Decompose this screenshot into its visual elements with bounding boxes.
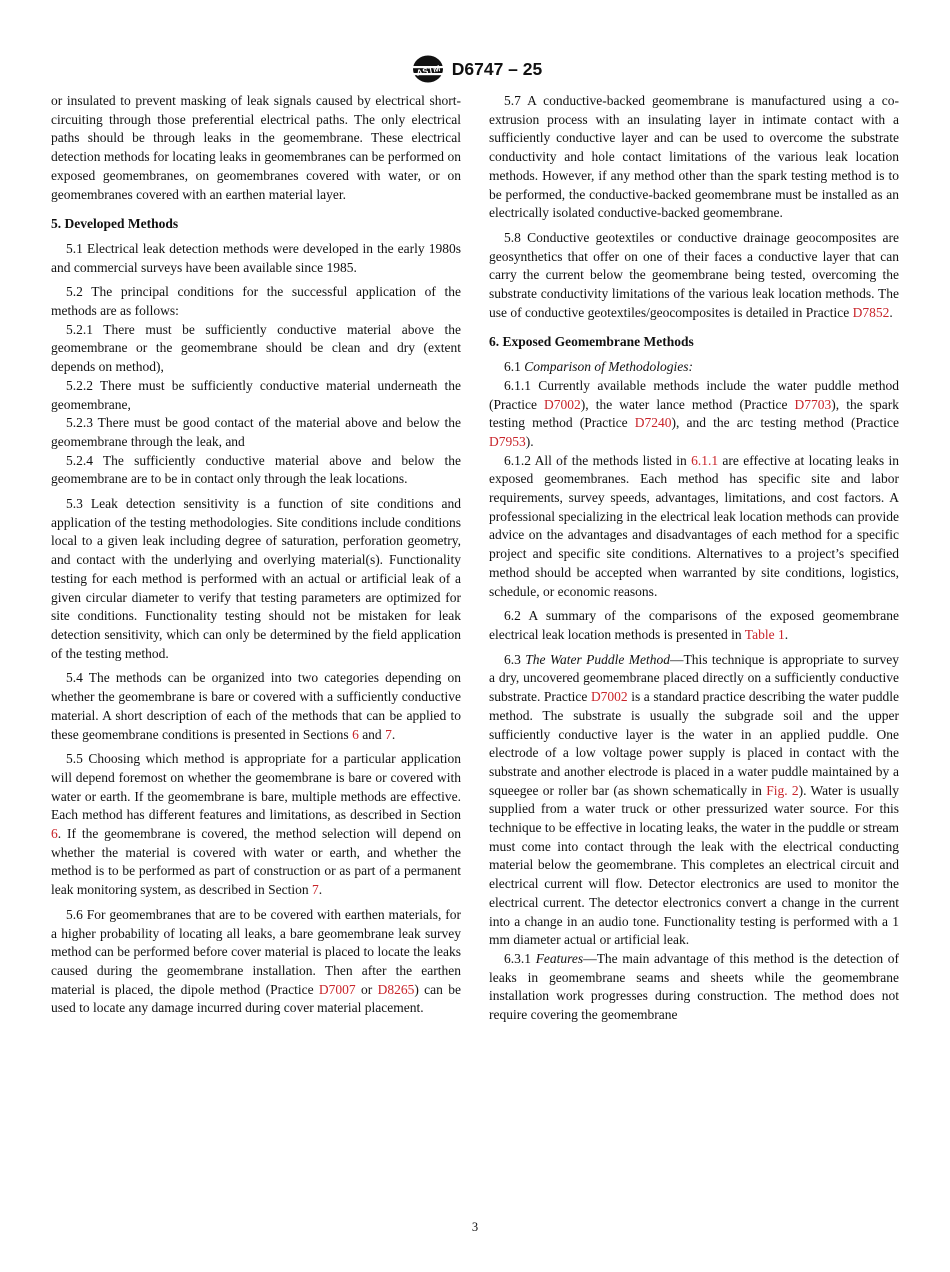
astm-logo-text: ASTM [415,63,441,78]
left-column [51,92,461,1018]
para-5-2-2: 5.2.2 There must be sufficiently conductive material underneath the geomembrane, [51,377,461,412]
para-6-1-2-text: 6.1.2 All of the methods listed in [504,452,692,468]
para-5-2-3: 5.2.3 There must be good contact of the material above and below the geomembrane through the leak, and [51,415,461,449]
para-6-3-text: —This technique is appropriate to survey a dry, uncovered geomembrane placed directly on a sufficiently conductive substrate. Practice [489,651,900,705]
para-6-3-1 [489,950,899,1025]
para-6-3-text-3: ). Water is usually supplied from a water truck or other pressurized water source. For this technique to be effective in locating leaks, the water in the puddle or stream must come into contact through the leak with the electrical conducting material below the geomembrane. This completes an electrical circuit and electrical current will flow. Detector electronics are used to monitor the electrical current. The detector electronics convert a change in the current into a change in an audio tone. Functionality testing is performed with a 1 mm diameter actual or artificial leak. [489,782,899,948]
table-1-link[interactable]: Table 1 [744,626,785,642]
section-7-link[interactable]: 7 [311,882,319,898]
para-6-1-1-text-3: ), the spark testing method (Practice [489,396,900,431]
para-5-2-1: 5.2.1 There must be sufficiently conductive material above the geomembrane or the geomembrane should be clean and dry (extent depends on method), [51,321,461,375]
para-6-3-number: 6.3 [504,651,526,667]
fig-2-link[interactable]: Fig. 2 [766,782,799,798]
section-5-title: 5. Developed Methods [51,216,179,232]
d7002-link[interactable]: D7002 [544,396,581,412]
section-6-link[interactable]: 6 [352,726,359,742]
para-6-1-number: 6.1 [504,359,525,375]
para-5-4 [51,669,461,744]
para-6-2 [489,607,899,644]
d7240-link[interactable]: D7240 [634,415,672,431]
para-6-1-2-text-2: are effective at locating leaks in exposed geomembranes. Each method has specific site and labor requirements, survey speeds, advantages, limitations, and cost factors. A professional specializing in the electrical leak location methods can provide advice on the advantages and disadvantages of each method for a specific project and specific site conditions. Alternatives to a project’s specified method should be accepted when warranted by site conditions, logistics, schedule, or economic reasons. [489,452,899,599]
para-5-1: 5.1 Electrical leak detection methods were developed in the early 1980s and commercial surveys have been available since 1985. [51,240,461,275]
para-6-1-1-text-5: ). [525,433,534,449]
para-5-8 [489,229,899,323]
astm-logo-icon [408,52,448,86]
d7953-link[interactable]: D7953 [489,433,526,449]
para-6-1-heading: Comparison of Methodologies: [524,359,693,375]
d7002-link[interactable]: D7002 [590,689,628,705]
page-number: 3 [471,1220,479,1234]
d7007-link[interactable]: D7007 [318,981,356,997]
para-5-2: 5.2 The principal conditions for the successful application of the methods are as follows: [51,284,461,319]
d8265-link[interactable]: D8265 [377,981,415,997]
para-5-5-text: 5.5 Choosing which method is appropriate for a particular application will depend foremost on whether the geomembrane is bare or covered with water or earth. If the geomembrane is bare, multiple methods are effective. Each method has different features and limitations, as described in Section [51,751,461,823]
para-5-6-text-2: or [355,981,378,997]
para-5-5-text-3: . [318,882,323,898]
para-5-8-text: 5.8 Conductive geotextiles or conductive drainage geocomposites are geosynthetics that offer on one of their faces a conductive layer that can carry the current below the geomembrane being tested, overcoming the substrate conductivity limitations of the various leak location methods. The use of conductive geotextiles/geocomposites is detailed in Practice [489,229,899,320]
page-header [0,52,950,86]
section-6-1-1-link[interactable]: 6.1.1 [691,452,719,468]
para-6-1-1 [489,377,899,452]
para-5-7: 5.7 A conductive-backed geomembrane is manufactured using a co-extrusion process with an insulating layer in intimate contact with a sufficiently conductive layer and can be used to overcome the substrate conductivity and hole contact limitations of the various leak location methods. However, if any method other than the spark testing method is to be performed, the conductive-backed geomembrane must be installed as an electrically isolated conductive-backed geomembrane. [489,93,899,221]
d7852-link[interactable]: D7852 [852,304,890,320]
section-6-title: 6. Exposed Geomembrane Methods [489,334,694,350]
para-5-6-text: 5.6 For geomembranes that are to be covered with earthen materials, for a higher probability of locating all leaks, a bare geomembrane leak survey method can be performed before cover material is placed to locate the leaks caused during the geomembrane installation. Then after the earthen material is placed, the dipole method (Practice [51,906,461,997]
para-6-2-text-2: . [784,626,789,642]
para-6-3-1-heading: Features [535,950,584,966]
para-5-4-text: 5.4 The methods can be organized into two categories depending on whether the geomembrane is bare or covered with a sufficiently conductive material. A short description of each of the methods that can be applied to these geomembrane conditions is presented in Sections [51,670,461,742]
para-5-5 [51,750,461,900]
para-6-2-text: 6.2 A summary of the comparisons of the exposed geomembrane electrical leak location methods is presented in [489,608,899,642]
para-6-1 [489,358,899,377]
para-5-5-text-2: . If the geomembrane is covered, the method selection will depend on whether the material is covered with water or earth, and whether the method is to be performed as part of construction or as part of a permanent leak monitoring system, as described in Section [51,826,461,898]
para-5-6-text-3: ) can be used to locate any damage incurred during cover material placement. [51,981,461,1016]
section-7-link[interactable]: 7 [385,726,392,742]
para-5-4-text-3: . [391,726,396,742]
para-6-1-1-text-4: ), and the arc testing method (Practice [671,415,899,431]
para-6-3 [489,651,899,950]
para-5-4-text-2: and [358,726,386,742]
right-column [489,92,899,1025]
para-5-8-text-2: . [889,304,893,320]
para-6-1-2 [489,452,899,602]
para-6-3-1-number: 6.3.1 [504,950,536,966]
para-5-2-4: 5.2.4 The sufficiently conductive material above and below the geomembrane are to be in contact only through the leak locations. [51,452,461,487]
d7703-link[interactable]: D7703 [794,396,832,412]
para-5-6 [51,906,461,1018]
para-6-3-text-2: is a standard practice describing the water puddle method. The substrate is usually the subgrade soil and the upper sufficiently conductive layer is the water in an applied puddle. One electrode of a low voltage power supply is placed in contact with the substrate and another electrode is placed in a water puddle maintained by a squeegee or roller bar (as shown schematically in [489,689,899,798]
document-id: D6747 – 25 [451,58,543,79]
para-6-3-1-text: —The main advantage of this method is the detection of leaks in geomembrane seams and sheets while the geomembrane installation work progresses during construction. The method does not require covering the geomembrane [489,950,899,1023]
para-6-3-heading: The Water Puddle Method [525,651,671,667]
para-6-1-1-text: 6.1.1 Currently available methods include the water puddle method (Practice [489,377,899,412]
intro-paragraph: or insulated to prevent masking of leak signals caused by electrical short-circuiting through those preferential electrical paths. The only electrical paths should be through leaks in the geomembrane. These electrical detection methods for locating leaks in geomembranes can be performed on exposed geomembranes, on geomembranes covered with water, or on geomembranes covered with an earthen material layer. [51,93,461,202]
section-6-link[interactable]: 6 [51,826,58,842]
para-5-3: 5.3 Leak detection sensitivity is a function of site conditions and application of the testing methodologies. Site conditions include conditions local to a given leak including degree of saturation, perforation geometry, and contact with the underlying and overlying material(s). Functionality testing for each method is performed with an actual or artificial leak of a given circular diameter to verify that testing parameters are optimized for site conditions. Functionality testing should not be mistaken for leak detection sensitivity, which can only be determined by the field application of the testing method. [51,496,461,661]
para-6-1-1-text-2: ), the water lance method (Practice [580,396,795,412]
